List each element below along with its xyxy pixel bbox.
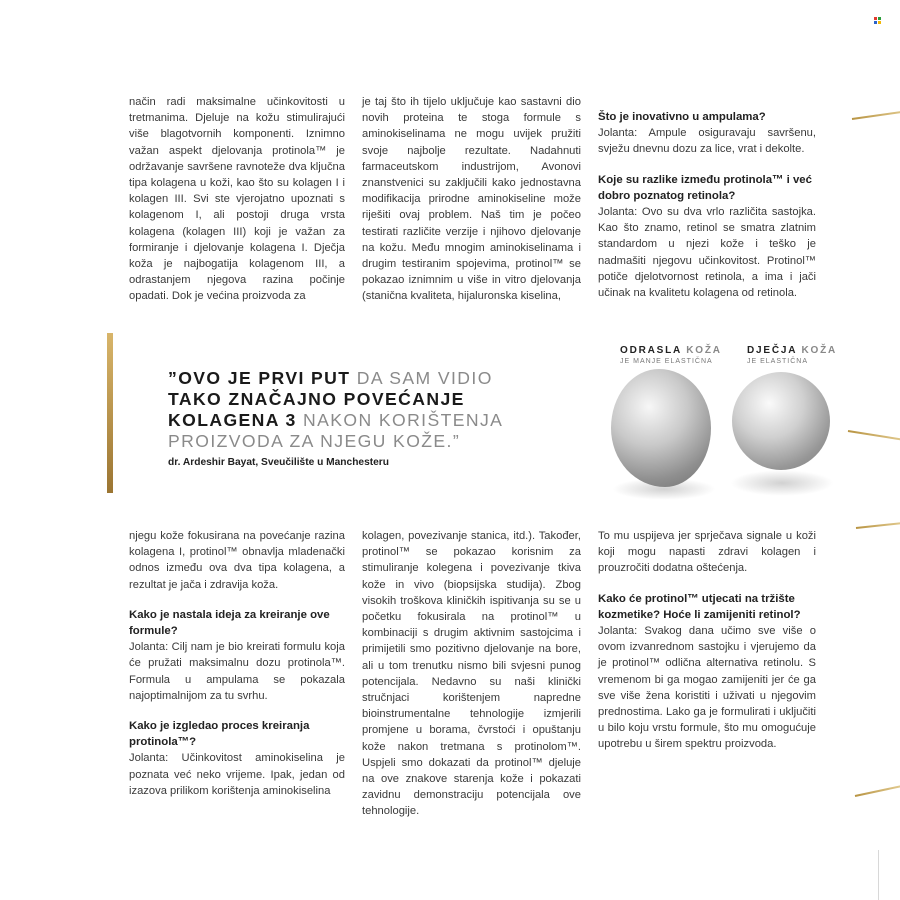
logo-dots-icon [874, 17, 882, 25]
gold-deco-line [848, 430, 900, 441]
pull-quote [168, 368, 588, 452]
bottom-column-1 [129, 528, 345, 799]
adult-skin-sphere [611, 369, 711, 487]
thin-deco-line [878, 850, 879, 900]
gold-accent-bar [107, 333, 113, 493]
question-heading: Kako je izgledao proces kreiranja protinola™? [129, 720, 310, 749]
top-column-2 [362, 94, 581, 305]
quote-line-3: KOLAGENA 3 NAKON KORIŠTENJA [168, 410, 504, 430]
question-heading: Što je inovativno u ampulama? [598, 111, 766, 123]
child-skin-sphere-shadow [730, 470, 834, 496]
top-column-1 [129, 94, 345, 305]
gold-deco-line [852, 110, 900, 120]
answer-text: Jolanta: Ovo su dva vrlo različita sastojka. Kao što znamo, retinol se smatra zlatnim standardom u njezi kože i teško je nadmašiti njegovu učinkovitost. Protinol™ potiče djelotvornost retinola, a ima i jači učinak na kvalitetu kolagena od retinola. [598, 206, 816, 300]
body-text: kolagen, povezivanje stanica, itd.). Također, protinol™ se pokazao korisnim za stimuliranje kolegena i povezivanje tkiva kože in vivo (biopsijska studija). Zbog visokih troškova kliničkih ispitivanja su se u početku fokusirala na protinol™ u kombinaciji s drugim aktivnim sastojcima i primijetili smo pozitivno djelovanje na bore, ali u tom trenutku nismo bili svjesni punog potencijala. Nedavno su naši klinički stručnjaci korištenjem napredne bioinstrumentalne tehnologije izmjerili promjene u borama, čvrstoći i opuštanju kože nakon tretmana s protinolom™. Uspjeli smo dokazati da protinol™ djeluje na ove znakove starenja kože i pokazati zavidnu demonstraciju potencijala ove tehnologije. [362, 530, 581, 818]
quote-line-1: ”OVO JE PRVI PUT DA SAM VIDIO [168, 368, 493, 388]
bottom-column-2 [362, 528, 581, 820]
body-text: To mu uspijeva jer sprječava signale u koži koji mogu napasti zdravi kolagen i prouzročiti dodatna oštećenja. [598, 530, 816, 575]
question-heading: Koje su razlike između protinola™ i već dobro poznatog retinola? [598, 173, 812, 202]
question-heading: Kako je nastala ideja za kreiranje ove formule? [129, 608, 330, 638]
answer-text: Jolanta: Ampule osiguravaju savršenu, svježu dnevnu dozu za lice, vrat i dekolte. [598, 127, 816, 156]
body-text: način radi maksimalne učinkovitosti u tretmanima. Djeluje na kožu stimulirajući više blagotvornih komponenti. Iznimno važan aspekt djelovanja protinola™ je održavanje savršene ravnoteže dva ključna tipa kolagena u koži, kao što su kolagen I i kolagen III. Svi ste vjerojatno upoznati s kolagenom I, ali postoji druga vrsta kolagena (kolagen III) koji je važan za formiranje i djelovanje kolagena I. Dječja koža je najbogatija kolagenom III, a odrastanjem njegova razina počinje opadati. Dok je većina proizvoda za [129, 96, 345, 303]
top-column-3 [598, 109, 816, 301]
answer-text: Jolanta: Cilj nam je bio kreirati formulu koja će pružati maksimalnu dozu protinola™. Formula u ampulama se pokazala najoptimalnijom za tu svrhu. [129, 641, 345, 702]
quote-line-2: TAKO ZNAČAJNO POVEĆANJE [168, 389, 465, 409]
gold-deco-line [856, 522, 900, 529]
question-heading: Kako će protinol™ utjecati na tržište kozmetike? Hoće li zamijeniti retinol? [598, 592, 801, 621]
gold-deco-line [855, 785, 900, 797]
child-skin-sphere [732, 372, 830, 470]
quote-attribution: dr. Ardeshir Bayat, Sveučilište u Manchesteru [168, 457, 389, 468]
child-skin-sublabel: JE ELASTIČNA [747, 358, 809, 365]
bottom-column-3 [598, 528, 816, 753]
child-skin-label: DJEČJA KOŽA [747, 345, 837, 356]
adult-skin-label: ODRASLA KOŽA [620, 345, 722, 356]
body-text: njegu kože fokusirana na povećanje razina kolagena I, protinol™ obnavlja mladenački odnos između ova dva tipa kolagena, a rezultat je jača i zdravija koža. [129, 530, 345, 591]
body-text: je taj što ih tijelo uključuje kao sastavni dio novih proteina te stoga formule s aminokiselinama ne mogu uvijek pružiti svoje najbolje rezultate. Nadahnuti farmaceutskom industrijom, Avonovi znanstvenici su zaključili kako jednostavna modifikacija prirodne aminokiseline može riješiti ovaj problem. Naš tim je počeo testirati različite verzije i njihovo djelovanje na kožu. Među mnogim aminokiselinama i drugim testiranim spojevima, protinol™ se pokazao iznimnim u više in vitro djelovanja (stanična kvaliteta, hijaluronska kiselina, [362, 96, 581, 303]
answer-text: Jolanta: Učinkovitost aminokiselina je poznata već neko vrijeme. Ipak, jedan od izazova prilikom korištenja aminokiselina [129, 752, 345, 797]
adult-skin-sublabel: JE MANJE ELASTIČNA [620, 358, 713, 365]
quote-line-4: PROIZVODA ZA NJEGU KOŽE.” [168, 431, 461, 451]
answer-text: Jolanta: Svakog dana učimo sve više o ovom izvanrednom sastojku i vjerujemo da je protinol™ odlična alternativa retinolu. S vremenom bi ga mogao zamijeniti jer će ga sve više žena koristiti i uživati u njegovim prednostima. Lako ga je formulirati i uključiti u bilo koju vrstu formule, što mu omogućuje upotrebu u širem spektru proizvoda. [598, 625, 816, 751]
